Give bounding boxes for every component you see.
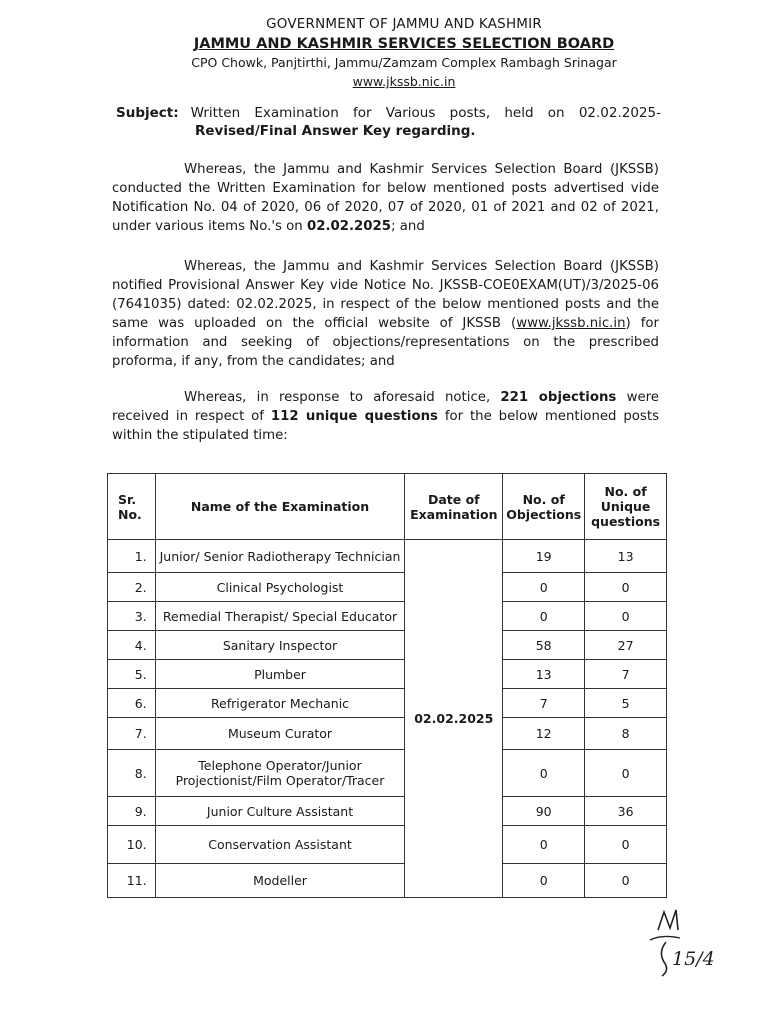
paragraph-3 — [112, 388, 659, 445]
header-exam-name: Name of the Examination — [155, 474, 405, 540]
table-row — [108, 602, 667, 631]
objections-table — [107, 473, 667, 898]
cell-objections: 90 — [503, 797, 585, 826]
cell-sr-no: 6. — [108, 689, 156, 718]
cell-exam-name: Telephone Operator/Junior Projectionist/Film Operator/Tracer — [155, 750, 405, 797]
p2-website-link[interactable]: www.jkssb.nic.in — [516, 316, 626, 331]
p3-unique: 112 unique questions — [270, 409, 438, 424]
cell-sr-no: 4. — [108, 631, 156, 660]
table-row — [108, 797, 667, 826]
cell-sr-no: 9. — [108, 797, 156, 826]
cell-unique-questions: 0 — [585, 602, 667, 631]
p3-text: Whereas, in response to aforesaid notice, — [184, 390, 501, 405]
cell-sr-no: 2. — [108, 573, 156, 602]
p3-mid: were received in respect of — [112, 390, 659, 424]
cell-unique-questions: 5 — [585, 689, 667, 718]
p3-end: for the below mentioned posts within the stipulated time: — [112, 409, 659, 443]
table-row — [108, 660, 667, 689]
cell-exam-name: Conservation Assistant — [155, 826, 405, 864]
cell-sr-no: 5. — [108, 660, 156, 689]
cell-objections: 0 — [503, 750, 585, 797]
cell-objections: 12 — [503, 718, 585, 750]
cell-objections: 0 — [503, 826, 585, 864]
subject-label: Subject: — [116, 105, 179, 121]
office-address: CPO Chowk, Panjtirthi, Jammu/Zamzam Complex Rambagh Srinagar — [191, 55, 617, 70]
paragraph-1 — [112, 160, 659, 236]
cell-unique-questions: 8 — [585, 718, 667, 750]
subject-line-1: Written Examination for Various posts, held on 02.02.2025- — [190, 105, 661, 121]
cell-sr-no: 7. — [108, 718, 156, 750]
website-link[interactable]: www.jkssb.nic.in — [352, 74, 456, 89]
cell-exam-name: Remedial Therapist/ Special Educator — [155, 602, 405, 631]
header-exam-date: Date of Examination — [405, 474, 503, 540]
cell-exam-name: Junior Culture Assistant — [155, 797, 405, 826]
header-objections: No. of Objections — [503, 474, 585, 540]
paragraph-2 — [112, 257, 659, 371]
board-title: JAMMU AND KASHMIR SERVICES SELECTION BOARD — [193, 36, 615, 52]
table-row — [108, 750, 667, 797]
cell-objections: 0 — [503, 573, 585, 602]
cell-unique-questions: 0 — [585, 864, 667, 898]
table-header-row — [108, 474, 667, 540]
government-heading: GOVERNMENT OF JAMMU AND KASHMIR — [266, 16, 542, 32]
cell-sr-no: 3. — [108, 602, 156, 631]
table-row — [108, 826, 667, 864]
cell-exam-date: 02.02.2025 — [405, 540, 503, 898]
cell-exam-name: Refrigerator Mechanic — [155, 689, 405, 718]
table-row — [108, 631, 667, 660]
cell-unique-questions: 0 — [585, 826, 667, 864]
cell-exam-name: Plumber — [155, 660, 405, 689]
cell-unique-questions: 0 — [585, 750, 667, 797]
cell-unique-questions: 36 — [585, 797, 667, 826]
cell-objections: 0 — [503, 602, 585, 631]
cell-unique-questions: 7 — [585, 660, 667, 689]
table-row — [108, 718, 667, 750]
header-sr-no: Sr. No. — [108, 474, 156, 540]
table-row — [108, 689, 667, 718]
table-row — [108, 864, 667, 898]
cell-objections: 58 — [503, 631, 585, 660]
cell-exam-name: Junior/ Senior Radiotherapy Technician — [155, 540, 405, 573]
table-row — [108, 540, 667, 573]
p2-end: ) for information and seeking of objections/representations on the prescribed proforma, if any, from the candidates; and — [112, 316, 659, 369]
cell-sr-no: 1. — [108, 540, 156, 573]
table-row — [108, 573, 667, 602]
p1-date: 02.02.2025 — [306, 219, 392, 234]
cell-exam-name: Clinical Psychologist — [155, 573, 405, 602]
cell-unique-questions: 13 — [585, 540, 667, 573]
cell-exam-name: Museum Curator — [155, 718, 405, 750]
p2-text: Whereas, the Jammu and Kashmir Services Selection Board (JKSSB) notified Provisional Answer Key vide Notice No. JKSSB-COE0EXAM(UT)/3/2025-06 (7641035) dated: 02.02.2025, in respect of the below mentioned posts and the same was uploaded on the official website of JKSSB ( — [112, 259, 659, 331]
signature-date-note: 15/4 — [672, 948, 715, 970]
cell-objections: 7 — [503, 689, 585, 718]
cell-sr-no: 8. — [108, 750, 156, 797]
cell-unique-questions: 0 — [585, 573, 667, 602]
cell-exam-name: Sanitary Inspector — [155, 631, 405, 660]
cell-sr-no: 11. — [108, 864, 156, 898]
cell-objections: 19 — [503, 540, 585, 573]
p1-end: ; and — [391, 219, 425, 234]
p1-text: Whereas, the Jammu and Kashmir Services Selection Board (JKSSB) conducted the Written Examination for below mentioned posts advertised vide Notification No. 04 of 2020, 06 of 2020, 07 of 2020, 01 of 2021 and 02 of 2021, under various items No.'s on — [112, 162, 659, 234]
p3-objections: 221 objections — [500, 390, 617, 405]
cell-objections: 13 — [503, 660, 585, 689]
cell-exam-name: Modeller — [155, 864, 405, 898]
subject-line-2: Revised/Final Answer Key regarding. — [195, 123, 476, 139]
cell-sr-no: 10. — [108, 826, 156, 864]
cell-objections: 0 — [503, 864, 585, 898]
cell-unique-questions: 27 — [585, 631, 667, 660]
subject-block — [116, 104, 661, 140]
header-unique-questions: No. of Unique questions — [585, 474, 667, 540]
